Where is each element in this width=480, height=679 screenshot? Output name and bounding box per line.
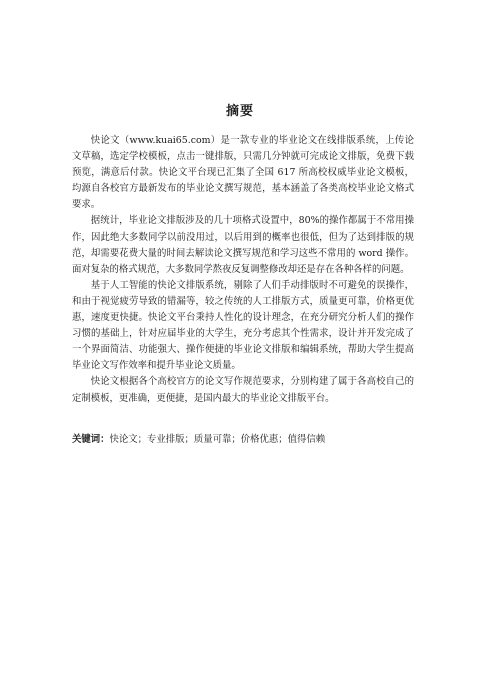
abstract-title: 摘要 [225,104,254,119]
abstract-paragraph: 快论文根据各个高校官方的论文写作规范要求，分别构建了属于各高校自己的定制模板，更准确，更便捷，是国内最大的毕业论文排版平台。 [72,376,414,404]
keywords-text: 快论文；专业排版；质量可靠；价格优惠；值得信赖 [109,434,326,445]
abstract-paragraph: 基于人工智能的快论文排版系统，剔除了人们手动排版时不可避免的误操作，和由于视觉疲劳导致的错漏等，较之传统的人工排版方式，质量更可靠，价格更优惠，速度更快捷。快论文平台秉持人性化的设计理念，在充分研究分析人们的操作习惯的基础上，针对应届毕业的大学生，充分考虑其个性需求，设计并开发完成了一个界面简洁、功能强大、操作便捷的毕业论文排版和编辑系统，帮助大学生提高毕业论文写作效率和提升毕业论文质量。 [72,279,414,372]
abstract-paragraph: 据统计，毕业论文排版涉及的几十项格式设置中，80%的操作都属于不常用操作，因此绝大多数同学以前没用过，以后用到的概率也很低，但为了达到排版的规范，却需要花费大量的时间去解读论文撰写规范和学习这些不常用的 word 操作。面对复杂的格式规范，大多数同学熬夜反复调整修改却还是存在各种各样的问题。 [72,215,414,275]
keywords-label: 关键词： [72,434,110,445]
keywords-line [72,432,414,448]
abstract-body [72,133,414,407]
abstract-paragraph: 快论文（www.kuai65.com）是一款专业的毕业论文在线排版系统，上传论文草稿，选定学校模板，点击一键排版，只需几分钟就可完成论文排版，免费下载预览，满意后付款。快论文平台现已汇集了全国 617 所高校权威毕业论文模板，均源自各校官方最新发布的毕业论文撰写规范，基本涵盖了各类高校毕业论文格式要求。 [72,135,414,211]
